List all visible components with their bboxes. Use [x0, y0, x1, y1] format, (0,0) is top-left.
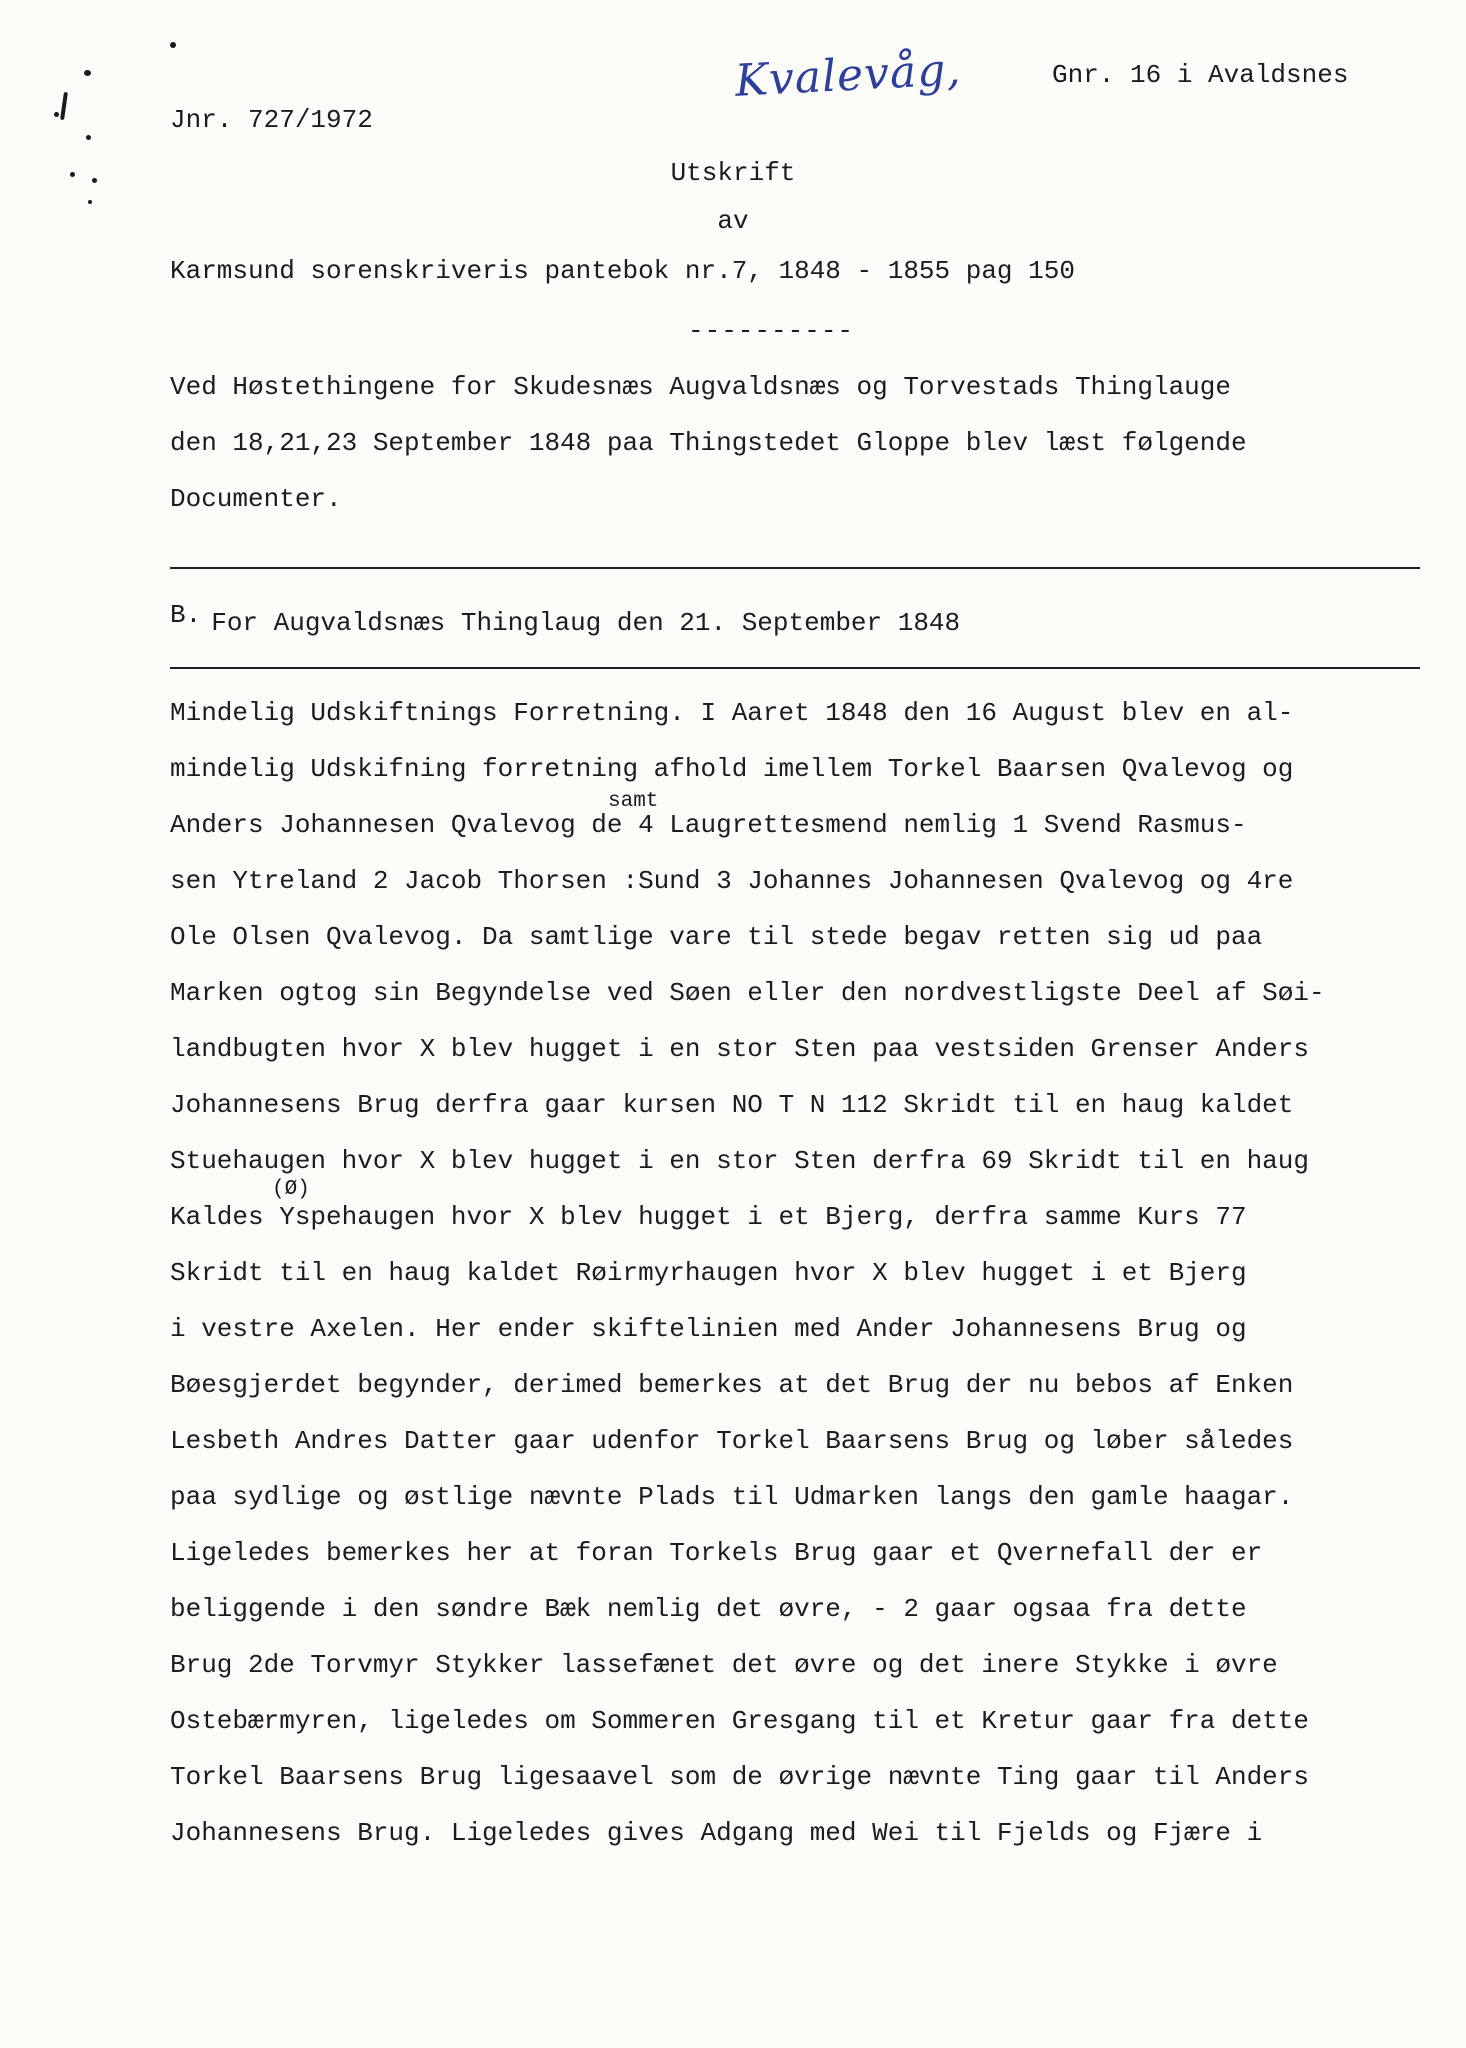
interlinear-insertion: samt [608, 790, 659, 813]
intro-line: Documenter. [170, 484, 342, 514]
divider [170, 667, 1420, 669]
heading-utskrift: Utskrift [670, 158, 796, 188]
journal-number: Jnr. 727/1972 [170, 105, 373, 135]
intro-line: den 18,21,23 September 1848 paa Thingstedet Gloppe blev læst følgende [170, 428, 1247, 458]
farm-number: Gnr. 16 i Avaldsnes [1052, 60, 1349, 90]
document-title: Karmsund sorenskriveris pantebok nr.7, 1848 - 1855 pag 150 [170, 256, 1075, 286]
title-separator: ---------- [688, 316, 855, 346]
body-line: Skridt til en haug kaldet Røirmyrhaugen hvor X blev hugget i et Bjerg [170, 1258, 1247, 1288]
body-line: Anders Johannesen Qvalevog de 4 Laugrettesmend nemlig 1 Svend Rasmus- [170, 810, 1247, 840]
body-line: i vestre Axelen. Her ender skiftelinien med Ander Johannesens Brug og [170, 1314, 1247, 1344]
body-line: Johannesens Brug. Ligeledes gives Adgang med Wei til Fjelds og Fjære i [170, 1818, 1263, 1848]
margin-dot [84, 70, 91, 76]
intro-line: Ved Høstethingene for Skudesnæs Augvaldsnæs og Torvestads Thinglauge [170, 372, 1231, 402]
section-heading-text: For Augvaldsnæs Thinglaug den 21. September 1848 [211, 608, 961, 638]
margin-dot [170, 42, 176, 48]
margin-dot [86, 135, 91, 140]
body-line: Stuehaugen hvor X blev hugget i en stor Sten derfra 69 Skridt til en haug [170, 1146, 1309, 1176]
body-line: Torkel Baarsens Brug ligesaavel som de øvrige nævnte Ting gaar til Anders [170, 1762, 1309, 1792]
body-line: Mindelig Udskiftnings Forretning. I Aaret 1848 den 16 August blev en al- [170, 698, 1294, 728]
body-line: Johannesens Brug derfra gaar kursen NO T N 112 Skridt til en haug kaldet [170, 1090, 1294, 1120]
body-line: Ostebærmyren, ligeledes om Sommeren Gresgang til et Kretur gaar fra dette [170, 1706, 1309, 1736]
margin-stroke [60, 92, 68, 120]
body-line: Bøesgjerdet begynder, derimed bemerkes at det Brug der nu bebos af Enken [170, 1370, 1294, 1400]
margin-dot [88, 200, 92, 204]
body-line: Brug 2de Torvmyr Stykker lassefænet det øvre og det inere Stykke i øvre [170, 1650, 1278, 1680]
interlinear-insertion: (Ø) [272, 1178, 310, 1201]
body-line: paa sydlige og østlige nævnte Plads til Udmarken langs den gamle haagar. [170, 1482, 1294, 1512]
handwritten-farm-name: Kvalevåg, [733, 44, 963, 107]
heading-av: av [717, 206, 749, 236]
body-line: Ligeledes bemerkes her at foran Torkels Brug gaar et Qvernefall der er [170, 1538, 1263, 1568]
margin-dot [54, 112, 59, 117]
body-line: sen Ytreland 2 Jacob Thorsen :Sund 3 Johannes Johannesen Qvalevog og 4re [170, 866, 1294, 896]
divider [170, 567, 1420, 569]
body-line: Kaldes Yspehaugen hvor X blev hugget i et Bjerg, derfra samme Kurs 77 [170, 1202, 1247, 1232]
body-line: Marken ogtog sin Begyndelse ved Søen eller den nordvestligste Deel af Søi- [170, 978, 1325, 1008]
section-heading [170, 600, 961, 638]
body-line: landbugten hvor X blev hugget i en stor Sten paa vestsiden Grenser Anders [170, 1034, 1309, 1064]
section-letter: B. [170, 600, 202, 630]
body-line: Lesbeth Andres Datter gaar udenfor Torkel Baarsens Brug og løber således [170, 1426, 1294, 1456]
body-line: Ole Olsen Qvalevog. Da samtlige vare til stede begav retten sig ud paa [170, 922, 1263, 952]
body-line: mindelig Udskifning forretning afhold imellem Torkel Baarsen Qvalevog og [170, 754, 1294, 784]
body-line: beliggende i den søndre Bæk nemlig det øvre, - 2 gaar ogsaa fra dette [170, 1594, 1247, 1624]
